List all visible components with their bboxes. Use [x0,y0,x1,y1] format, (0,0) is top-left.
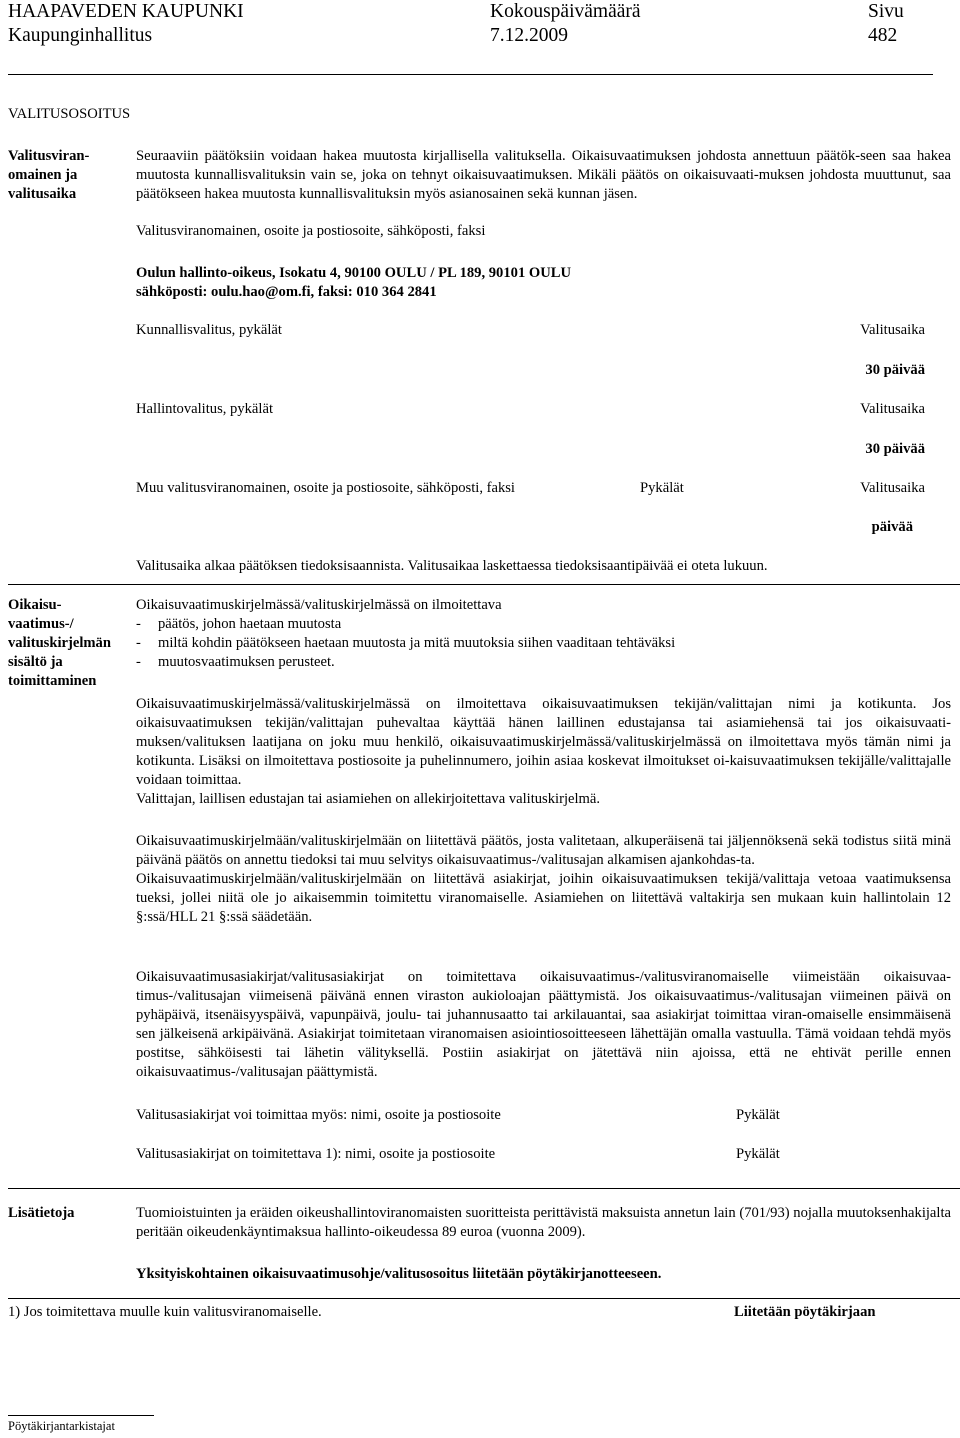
sisalto-requirements [136,596,951,672]
header-page: 482 [868,25,898,46]
signature-label: Pöytäkirjantarkistajat [8,1419,115,1433]
lisatietoja-note: Yksityiskohtainen oikaisuvaatimusohje/valitusosoitus liitetään pöytäkirjanotteeseen. [136,1266,662,1282]
sisalto-intro: Oikaisuvaatimuskirjelmässä/valituskirjelmässä on ilmoitettava [136,597,502,613]
paivaa-label: päivää [871,519,913,535]
pykalat-label-3: Pykälät [736,1146,780,1162]
days-30-1: 30 päivää [865,362,925,378]
pykalat-label-1: Pykälät [640,480,684,496]
header-org: HAAPAVEDEN KAUPUNKI [8,1,244,22]
section-rule-3 [8,1298,960,1299]
authority-label: Valitusviranomainen, osoite ja postiosoite, sähköposti, faksi [136,223,486,239]
valitusaika-label-1: Valitusaika [860,322,925,338]
valittaja-paragraph: Oikaisuvaatimuskirjelmässä/valituskirjelmässä on ilmoitettava oikaisuvaatimuksen tekijän/valittajan nimi ja kotikunta. Jos oikaisuvaatimuksen tekijän/valittajan puhevaltaa käyttää hänen laillinen edustajansa tai asiamiehensä tai jos oikaisuvaati-muksen/valituksen laatijana on joku muu henkilö, oikaisuvaatimuskirjelmässä/valituskirjelmässä on ilmoitettava myös tämän nimi ja kotikunta. Lisäksi on ilmoitettava postiosoite ja puhelinnumero, joihin asiaa koskevat ilmoitukset oi-kaisuvaatimuksen tekijälle/valittajalle voidaan toimittaa. Valittajan, laillisen edustajan tai asiamiehen on allekirjoitettava valituskirjelmä. [136,696,951,807]
asiakirjat-voi-label: Valitusasiakirjat voi toimittaa myös: nimi, osoite ja postiosoite [136,1107,501,1123]
header-date-label: Kokouspäivämäärä [490,1,641,22]
toimittaminen-paragraph: Oikaisuvaatimusasiakirjat/valitusasiakirjat on toimitettava oikaisuvaatimus-/valitusviranomaiselle viimeistään oikaisuvaa-timus-/valitusajan viimeisenä päivänä ennen viraston aukioloajan päättymistä. Jos oikaisuvaatimus-/valitusajan viimeinen päivä on pyhäpäivä, itsenäisyyspäivä, vapunpäivä, joulu- tai juhannusaatto tai arkilauantai, saa asiakirjat toimittaa viran-omaiselle ensimmäisenä sen jälkeisenä arkipäivänä. Asiakirjat toimitetaan viranomaisen asiointiosoitteeseen lähettäjän omalla vastuulla. Tämä voidaan tehdä myös postitse, sähköisesti tai lähetin välityksellä. Postiin asiakirjat on jätettävä niin ajoissa, että ne ehtivät perille ennen oikaisuvaatimus-/valitusajan päättymistä. [136,969,951,1080]
authority-contact: sähköposti: oulu.hao@om.fi, faksi: 010 364 2841 [136,284,437,300]
section-rule-2 [8,1188,960,1189]
signature-line [8,1415,154,1416]
section-label-valitusaika: Valitusviran- omainen ja valitusaika [8,148,90,202]
lisatietoja-text: Tuomioistuinten ja eräiden oikeushallintoviranomaisten suoritteista perittävistä maksuista annetun lain (701/93) nojalla muutoksenhakijalta peritään oikeudenkäyntimaksua hallinto-oikeudessa 89 euroa (vuonna 2009). [136,1205,951,1240]
valitusaika-label-2: Valitusaika [860,401,925,417]
header-page-label: Sivu [868,1,904,22]
pykalat-label-2: Pykälät [736,1107,780,1123]
list-item: - miltä kohdin päätökseen haetaan muutosta ja mitä muutoksia siihen vaaditaan tehtäväksi [136,635,676,651]
header-date: 7.12.2009 [490,25,568,46]
list-item: - päätös, johon haetaan muutosta [136,616,342,632]
doc-title: VALITUSOSOITUS [8,106,131,122]
asiakirjat-on-label: Valitusasiakirjat on toimitettava 1): nimi, osoite ja postiosoite [136,1146,496,1162]
section-rule-1 [8,584,960,585]
footnote-attachment: Liitetään pöytäkirjaan [734,1304,876,1320]
hallintovalitus-label: Hallintovalitus, pykälät [136,401,273,417]
kunnallisvalitus-label: Kunnallisvalitus, pykälät [136,322,282,338]
days-30-2: 30 päivää [865,441,925,457]
footnote-text: 1) Jos toimitettava muulle kuin valitusviranomaiselle. [8,1304,322,1320]
list-item: - muutosvaatimuksen perusteet. [136,654,335,670]
header-body: Kaupunginhallitus [8,25,153,46]
authority-address: Oulun hallinto-oikeus, Isokatu 4, 90100 OULU / PL 189, 90101 OULU [136,265,572,281]
section-label-lisatietoja: Lisätietoja [8,1205,75,1221]
section-label-sisalto: Oikaisu- vaatimus-/ valituskirjelmän sisältö ja toimittaminen [8,597,111,689]
header-rule [8,74,933,75]
valitusaika-label-3: Valitusaika [860,480,925,496]
muu-valitusviranomainen-label: Muu valitusviranomainen, osoite ja postiosoite, sähköposti, faksi [136,480,515,496]
liitteet-paragraph: Oikaisuvaatimuskirjelmään/valituskirjelmään on liitettävä päätös, josta valitetaan, alkuperäisenä tai jäljennöksenä sekä todistus siitä minä päivänä päätös on annettu tiedoksi tai muu selvitys oikaisuvaatimus-/valitusajan alkamisen ajankohdas-ta. Oikaisuvaatimuskirjelmään/valituskirjelmään on liitettävä asiakirjat, joihin oikaisuvaatimuksen tekijä/valittaja vetoaa vaatimuksensa tueksi, jollei niitä ole jo aikaisemmin toimitettu viranomaiselle. Asiamiehen on liitettävä valtakirja sen mukaan kuin hallintolain 12 §:ssä/HLL 21 §:ssä säädetään. [136,833,951,925]
section-valitusaika-intro: Seuraaviin päätöksiin voidaan hakea muutosta kirjallisella valituksella. Oikaisuvaatimuksen johdosta annettuun päätök-seen saa hakea muutosta kunnallisvalituksin vain se, joka on tehnyt oikaisuvaatimuksen. Mikäli päätös on oikaisuvaati-muksen johdosta muuttunut, saa päätökseen hakea muutosta kunnallisvalituksin myös asianosainen sekä kunnan jäsen. [136,148,951,202]
valitusaika-note: Valitusaika alkaa päätöksen tiedoksisaannista. Valitusaikaa laskettaessa tiedoksisaantipäivää ei oteta lukuun. [136,558,768,574]
